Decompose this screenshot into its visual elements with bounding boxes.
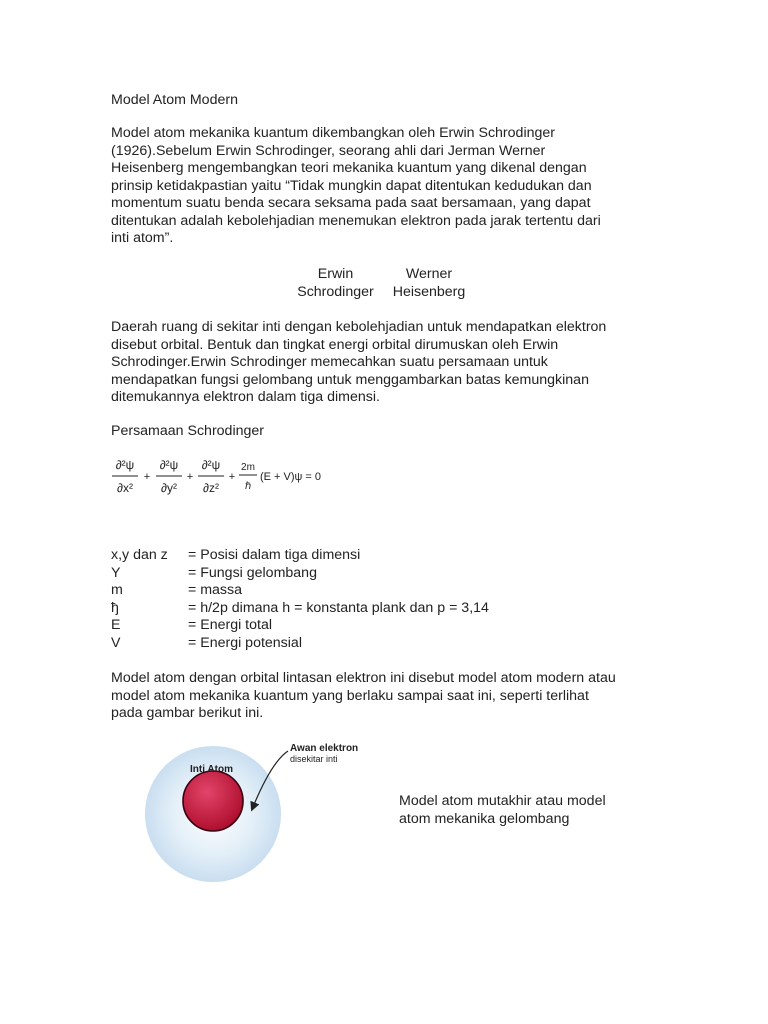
caption-line: Model atom mutakhir atau model	[399, 793, 606, 809]
text-line: Model atom mekanika kuantum dikembangkan oleh Erwin Schrodinger	[111, 125, 555, 141]
equation-plus: +	[228, 471, 236, 483]
variable-description: = massa	[188, 582, 243, 599]
variable-description: = Posisi dalam tiga dimensi	[188, 547, 361, 563]
text-line: (1926).Sebelum Erwin Schrodinger, seorang ahli dari Jerman Werner	[111, 142, 546, 159]
text-line: Daerah ruang di sekitar inti dengan kebolehjadian untuk mendapatkan elektron	[111, 319, 607, 335]
variable-row	[111, 565, 489, 583]
equation-plus: +	[186, 471, 194, 483]
text-line: pada gambar berikut ini.	[111, 705, 264, 721]
name-line: Schrodinger	[297, 284, 374, 300]
equation-denominator: ∂z²	[203, 481, 219, 495]
name-line: Heisenberg	[392, 284, 466, 300]
figure-caption	[399, 793, 606, 828]
text-line: ditentukan adalah kebolehjadian menemukan elektron pada jarak tertentu dari	[111, 212, 601, 229]
variable-symbol: E	[111, 617, 121, 634]
variable-symbol: Y	[111, 564, 121, 581]
caption-line: atom mekanika gelombang	[399, 810, 570, 827]
variable-row	[111, 547, 489, 565]
text-line: model atom mekanika kuantum yang berlaku sampai saat ini, seperti terlihat	[111, 687, 589, 704]
variable-symbol: ђ	[111, 599, 119, 616]
text-line: disebut orbital. Bentuk dan tingkat energi orbital dirumuskan oleh Erwin	[111, 336, 559, 353]
variable-row	[111, 582, 489, 600]
text-line: mendapatkan fungsi gelombang untuk menggambarkan batas kemungkinan	[111, 371, 589, 388]
closing-paragraph	[111, 670, 616, 723]
text-line: Model atom dengan orbital lintasan elektron ini disebut model atom modern atau	[111, 670, 616, 686]
variable-symbol: x,y dan z	[111, 547, 168, 563]
equation-denominator: ℏ	[244, 481, 252, 492]
equation-numerator: ∂²ψ	[115, 458, 135, 472]
cloud-label: Awan elektron	[290, 743, 359, 754]
text-line: momentum suatu benda secara seksama pada saat bersamaan, yang dapat	[111, 195, 591, 211]
text-line: inti atom”.	[111, 230, 174, 246]
cloud-label: disekitar inti	[290, 754, 338, 764]
variable-description: = Energi potensial	[188, 634, 302, 651]
equation-denominator: ∂y²	[161, 481, 177, 495]
intro-paragraph	[111, 125, 601, 248]
equation-numerator: ∂²ψ	[159, 458, 179, 472]
equation-denominator: ∂x²	[117, 481, 133, 495]
orbital-paragraph	[111, 319, 606, 407]
name-line: Erwin	[317, 266, 354, 282]
text-line: ditemukannya elektron dalam tiga dimensi.	[111, 389, 380, 405]
text-line: prinsip ketidakpastian yaitu “Tidak mungkin dapat ditentukan kedudukan dan	[111, 177, 592, 194]
variable-row	[111, 600, 489, 618]
equation-numerator: 2m	[241, 462, 255, 473]
variable-row	[111, 635, 489, 653]
nucleus-label: Inti Atom	[190, 764, 233, 775]
name-werner	[388, 265, 470, 301]
variable-table	[111, 547, 489, 653]
variable-row	[111, 617, 489, 635]
name-erwin	[293, 265, 378, 301]
equation-plus: +	[143, 471, 151, 483]
nucleus	[183, 771, 243, 831]
equation-numerator: ∂²ψ	[201, 458, 221, 472]
variable-symbol: m	[111, 582, 123, 599]
text-line: Heisenberg mengembangkan teori mekanika kuantum yang dikenal dengan	[111, 160, 587, 176]
text-line: Schrodinger.Erwin Schrodinger memecahkan suatu persamaan untuk	[111, 354, 548, 370]
variable-description: = Fungsi gelombang	[188, 564, 317, 581]
schrodinger-equation	[111, 455, 351, 507]
equation-tail: (E + V)ψ = 0	[260, 471, 322, 483]
equation-heading: Persamaan Schrodinger	[111, 423, 264, 439]
variable-symbol: V	[111, 634, 121, 651]
variable-description: = h/2p dimana h = konstanta plank dan p = 3,14	[188, 599, 489, 616]
document-title: Model Atom Modern	[111, 92, 238, 108]
atom-model-figure	[140, 735, 380, 885]
name-line: Werner	[405, 266, 453, 282]
variable-description: = Energi total	[188, 617, 272, 634]
